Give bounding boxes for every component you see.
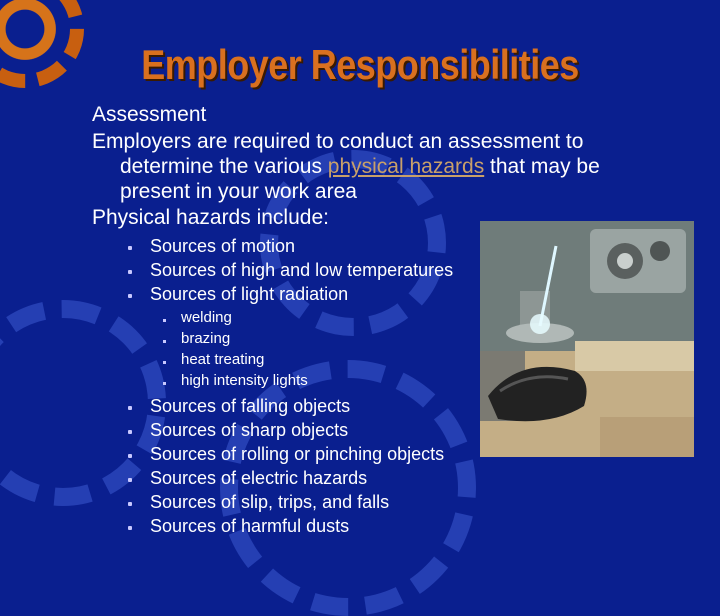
- intro-line-2-post: that may be: [484, 155, 600, 178]
- sub-bullet-icon: [163, 382, 166, 385]
- intro-line-1: Employers are required to conduct an assessment to: [92, 130, 584, 153]
- light-source-item: heat treating: [181, 351, 265, 368]
- bullet-icon: [128, 430, 132, 434]
- hazard-item: Sources of sharp objects: [150, 420, 349, 440]
- bullet-icon: [128, 502, 132, 506]
- intro-line-3: present in your work area: [120, 180, 357, 203]
- hazard-item: Sources of harmful dusts: [150, 516, 350, 536]
- assessment-heading: Assessment: [92, 103, 207, 126]
- physical-hazards-heading: Physical hazards include:: [92, 206, 329, 229]
- slide-title: Employer Responsibilities: [141, 40, 579, 88]
- bullet-icon: [128, 246, 132, 250]
- hazard-item: Sources of slip, trips, and falls: [150, 492, 390, 512]
- hazard-photo-collage: [480, 221, 694, 457]
- light-source-item: brazing: [181, 330, 231, 347]
- hazard-item: Sources of motion: [150, 236, 296, 256]
- sub-bullet-icon: [163, 319, 166, 322]
- physical-hazards-link[interactable]: physical hazards: [327, 155, 485, 178]
- hazard-item: Sources of light radiation: [150, 284, 349, 304]
- hazard-item: Sources of high and low temperatures: [150, 260, 454, 280]
- bullet-icon: [128, 454, 132, 458]
- bullet-icon: [128, 270, 132, 274]
- welding-machinery-image: [480, 221, 694, 457]
- bullet-icon: [128, 294, 132, 298]
- hazard-item: Sources of falling objects: [150, 396, 351, 416]
- hazard-item: Sources of electric hazards: [150, 468, 368, 488]
- sub-bullet-icon: [163, 361, 166, 364]
- background-gear-icon: [0, 300, 166, 506]
- bullet-icon: [128, 526, 132, 530]
- light-source-item: high intensity lights: [181, 372, 308, 389]
- bullet-icon: [128, 406, 132, 410]
- sub-bullet-icon: [163, 340, 166, 343]
- hazard-item: Sources of rolling or pinching objects: [150, 444, 445, 464]
- light-source-item: welding: [181, 309, 232, 326]
- intro-line-2: [120, 155, 600, 179]
- bullet-icon: [128, 478, 132, 482]
- intro-line-2-pre: determine the various: [120, 155, 328, 178]
